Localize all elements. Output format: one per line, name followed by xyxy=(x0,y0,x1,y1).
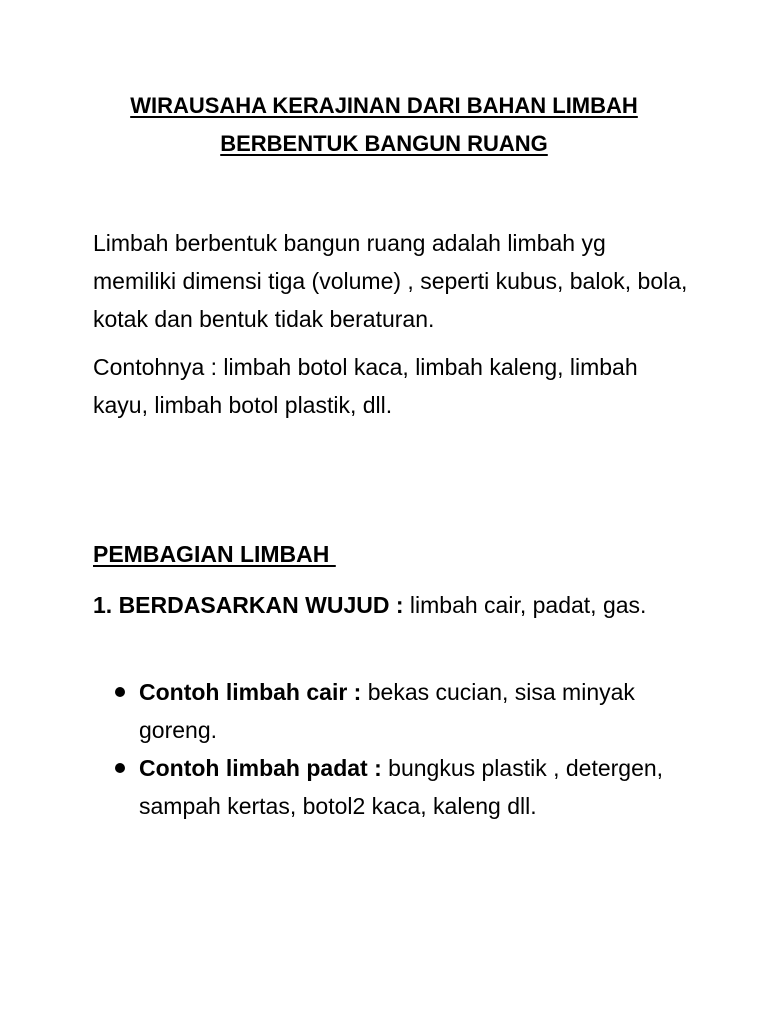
paragraph-definition: Limbah berbentuk bangun ruang adalah limbah yg memiliki dimensi tiga (volume) , seperti kubus, balok, bola, kotak dan bentuk tidak beraturan. xyxy=(93,230,688,332)
bullet-label: Contoh limbah cair : xyxy=(139,679,368,705)
bullet-text: bungkus plastik , detergen, sampah kertas, botol2 kaca, kaleng dll. xyxy=(139,755,664,819)
bullet-item xyxy=(139,749,699,825)
bullet-item xyxy=(139,673,699,749)
document-title-line-2: BERBENTUK BANGUN RUANG xyxy=(220,131,548,156)
document-title-line-1: WIRAUSAHA KERAJINAN DARI BAHAN LIMBAH xyxy=(130,93,638,118)
bullet-dot-icon xyxy=(115,763,125,773)
point-1-label: 1. BERDASARKAN WUJUD : xyxy=(93,592,410,618)
paragraph-examples: Contohnya : limbah botol kaca, limbah kaleng, limbah kayu, limbah botol plastik, dll. xyxy=(93,354,638,418)
bullet-text: bekas cucian, sisa minyak goreng. xyxy=(139,679,635,743)
bullet-label: Contoh limbah padat : xyxy=(139,755,389,781)
section-heading: PEMBAGIAN LIMBAH xyxy=(93,541,336,567)
bullet-dot-icon xyxy=(115,687,125,697)
point-1-text: limbah cair, padat, gas. xyxy=(409,592,647,618)
point-1 xyxy=(93,586,693,624)
